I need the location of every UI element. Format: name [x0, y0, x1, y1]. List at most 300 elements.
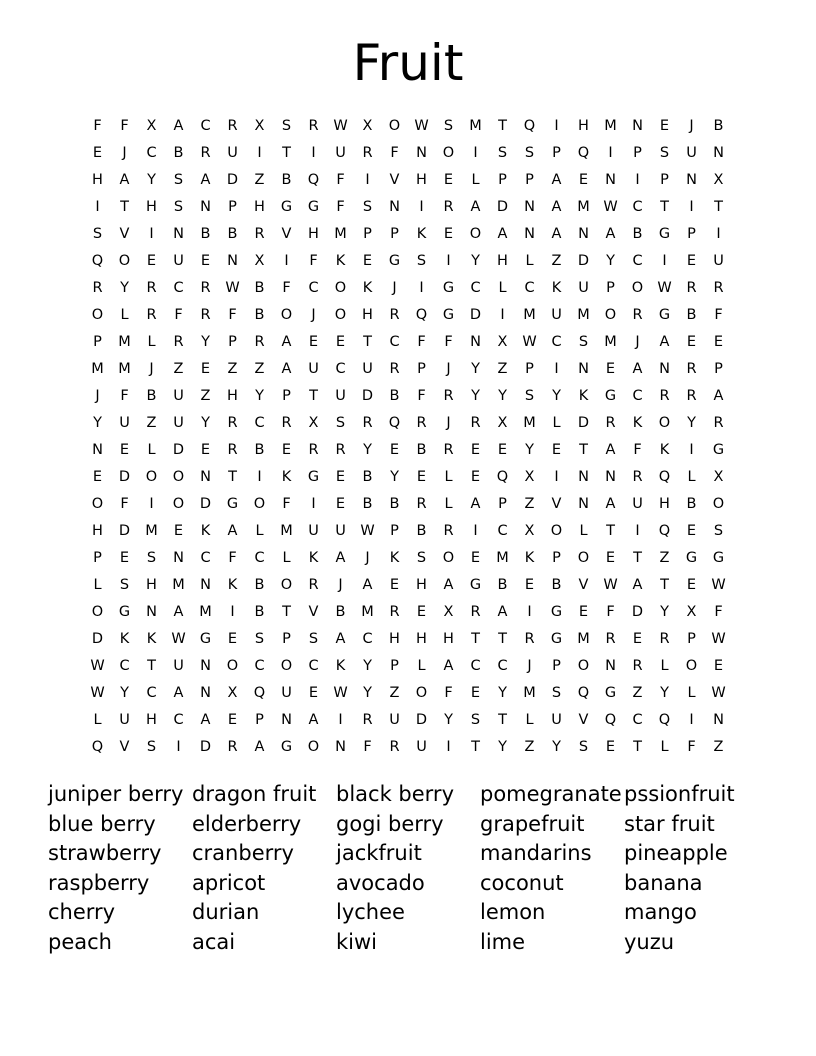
- grid-letter: O: [91, 306, 104, 323]
- grid-letter: R: [362, 711, 373, 728]
- word-item: gogi berry: [336, 811, 444, 836]
- grid-letter: F: [444, 684, 453, 701]
- grid-letter: U: [281, 684, 292, 701]
- grid-letter: G: [604, 387, 617, 404]
- word-item: coconut: [480, 870, 564, 895]
- grid-letter: O: [604, 306, 617, 323]
- grid-letter: I: [608, 144, 613, 161]
- grid-letter: R: [443, 522, 454, 539]
- grid-letter: U: [416, 738, 427, 755]
- grid-letter: I: [689, 711, 694, 728]
- grid-letter: Z: [659, 549, 670, 566]
- grid-letter: N: [713, 711, 724, 728]
- grid-letter: N: [605, 468, 616, 485]
- grid-letter: S: [335, 414, 346, 431]
- grid-letter: W: [711, 576, 726, 593]
- grid-letter: E: [578, 171, 589, 188]
- grid-letter: O: [442, 549, 455, 566]
- grid-letter: A: [173, 603, 184, 620]
- word-item: avocado: [336, 870, 425, 895]
- grid-letter: E: [713, 657, 724, 674]
- word-item: kiwi: [336, 929, 378, 954]
- grid-letter: X: [254, 117, 265, 134]
- grid-letter: R: [92, 279, 103, 296]
- grid-letter: O: [226, 657, 239, 674]
- grid-letter: O: [280, 657, 293, 674]
- grid-letter: N: [578, 360, 589, 377]
- grid-letter: N: [146, 603, 157, 620]
- grid-letter: R: [335, 441, 346, 458]
- grid-letter: W: [603, 576, 618, 593]
- grid-letter: O: [334, 279, 347, 296]
- grid-letter: Y: [363, 657, 372, 674]
- word-column: [192, 780, 336, 958]
- grid-letter: I: [689, 198, 694, 215]
- grid-letter: E: [200, 252, 211, 269]
- grid-letter: Y: [201, 333, 210, 350]
- grid-letter: P: [93, 333, 102, 350]
- grid-letter: U: [335, 387, 346, 404]
- grid-letter: E: [119, 549, 130, 566]
- grid-letter: H: [146, 576, 157, 593]
- grid-letter: B: [227, 225, 238, 242]
- grid-letter: Z: [524, 495, 535, 512]
- grid-letter: U: [308, 522, 319, 539]
- grid-letter: A: [281, 333, 292, 350]
- grid-letter: R: [146, 279, 157, 296]
- grid-letter: O: [145, 468, 158, 485]
- grid-letter: P: [498, 171, 507, 188]
- grid-letter: R: [416, 495, 427, 512]
- grid-letter: A: [551, 171, 562, 188]
- grid-letter: N: [200, 684, 211, 701]
- grid-letter: C: [335, 360, 346, 377]
- grid-letter: E: [632, 630, 643, 647]
- grid-letter: A: [470, 198, 481, 215]
- grid-letter: D: [415, 711, 428, 728]
- grid-letter: B: [389, 387, 400, 404]
- grid-letter: V: [578, 711, 589, 728]
- grid-letter: U: [551, 306, 562, 323]
- grid-letter: L: [93, 711, 102, 728]
- grid-row: [84, 112, 732, 139]
- grid-letter: A: [659, 333, 670, 350]
- grid-letter: Y: [444, 711, 453, 728]
- word-item: mango: [624, 900, 697, 925]
- grid-letter: A: [497, 225, 508, 242]
- grid-letter: C: [497, 657, 508, 674]
- grid-letter: D: [631, 603, 644, 620]
- grid-letter: M: [361, 603, 374, 620]
- grid-letter: O: [280, 576, 293, 593]
- grid-letter: P: [552, 144, 561, 161]
- grid-letter: V: [281, 225, 292, 242]
- grid-letter: D: [361, 387, 374, 404]
- grid-letter: Y: [120, 279, 129, 296]
- grid-letter: K: [281, 468, 292, 485]
- grid-letter: M: [577, 630, 590, 647]
- grid-letter: C: [173, 711, 184, 728]
- grid-letter: F: [336, 171, 345, 188]
- grid-letter: P: [390, 657, 399, 674]
- grid-letter: T: [471, 738, 480, 755]
- grid-letter: K: [227, 576, 238, 593]
- grid-letter: E: [281, 441, 292, 458]
- grid-letter: R: [308, 576, 319, 593]
- grid-letter: C: [200, 117, 211, 134]
- grid-letter: C: [146, 144, 157, 161]
- grid-letter: F: [444, 333, 453, 350]
- word-item: lychee: [336, 900, 405, 925]
- grid-letter: G: [658, 225, 671, 242]
- grid-letter: E: [335, 495, 346, 512]
- grid-letter: F: [687, 738, 696, 755]
- grid-letter: N: [605, 657, 616, 674]
- grid-letter: B: [416, 522, 427, 539]
- grid-letter: D: [172, 441, 185, 458]
- grid-letter: E: [443, 225, 454, 242]
- grid-letter: R: [443, 387, 454, 404]
- grid-letter: R: [254, 333, 265, 350]
- grid-row: [84, 382, 732, 409]
- grid-letter: S: [497, 144, 508, 161]
- grid-letter: I: [527, 603, 532, 620]
- grid-letter: Z: [200, 387, 211, 404]
- grid-letter: A: [173, 117, 184, 134]
- grid-letter: M: [604, 333, 617, 350]
- grid-letter: J: [446, 414, 451, 431]
- grid-letter: Y: [120, 684, 129, 701]
- grid-letter: E: [443, 171, 454, 188]
- grid-letter: I: [473, 522, 478, 539]
- word-item: pineapple: [624, 841, 728, 866]
- grid-letter: T: [633, 738, 642, 755]
- grid-letter: G: [118, 603, 131, 620]
- grid-letter: I: [635, 522, 640, 539]
- grid-letter: P: [552, 657, 561, 674]
- grid-letter: Y: [93, 414, 102, 431]
- grid-letter: A: [281, 360, 292, 377]
- page-title: Fruit: [352, 34, 464, 92]
- grid-letter: B: [686, 306, 697, 323]
- grid-letter: L: [147, 333, 156, 350]
- grid-letter: N: [578, 225, 589, 242]
- grid-letter: G: [442, 279, 455, 296]
- grid-letter: G: [388, 252, 401, 269]
- grid-letter: R: [605, 414, 616, 431]
- grid-letter: I: [473, 144, 478, 161]
- grid-letter: S: [146, 738, 157, 755]
- grid-letter: B: [254, 306, 265, 323]
- grid-letter: T: [633, 549, 642, 566]
- grid-letter: I: [662, 252, 667, 269]
- grid-letter: J: [311, 306, 316, 323]
- grid-letter: W: [657, 279, 672, 296]
- grid-letter: R: [389, 603, 400, 620]
- grid-letter: S: [416, 549, 427, 566]
- grid-letter: P: [390, 225, 399, 242]
- grid-letter: N: [173, 549, 184, 566]
- grid-letter: U: [632, 495, 643, 512]
- grid-letter: E: [470, 684, 481, 701]
- grid-row: [84, 139, 732, 166]
- grid-letter: H: [308, 225, 319, 242]
- grid-letter: U: [686, 144, 697, 161]
- grid-letter: P: [552, 549, 561, 566]
- grid-letter: I: [311, 144, 316, 161]
- word-item: acai: [192, 929, 236, 954]
- grid-letter: F: [714, 306, 723, 323]
- grid-letter: Y: [498, 387, 507, 404]
- grid-letter: L: [444, 495, 453, 512]
- grid-letter: R: [605, 630, 616, 647]
- grid-letter: O: [280, 306, 293, 323]
- grid-letter: Q: [604, 711, 617, 728]
- grid-letter: E: [686, 522, 697, 539]
- grid-letter: B: [551, 576, 562, 593]
- grid-letter: C: [119, 657, 130, 674]
- grid-letter: H: [92, 522, 103, 539]
- grid-letter: P: [498, 495, 507, 512]
- grid-letter: Y: [363, 441, 372, 458]
- grid-letter: L: [120, 306, 129, 323]
- grid-letter: U: [713, 252, 724, 269]
- grid-letter: S: [551, 684, 562, 701]
- grid-letter: E: [605, 738, 616, 755]
- grid-letter: R: [686, 279, 697, 296]
- word-item: cherry: [48, 900, 116, 925]
- grid-letter: M: [334, 225, 347, 242]
- grid-letter: T: [498, 630, 507, 647]
- word-column: [336, 780, 480, 958]
- grid-letter: G: [226, 495, 239, 512]
- grid-letter: N: [605, 171, 616, 188]
- grid-letter: T: [498, 711, 507, 728]
- grid-letter: V: [119, 738, 130, 755]
- grid-letter: S: [119, 576, 130, 593]
- grid-row: [84, 220, 732, 247]
- grid-letter: K: [200, 522, 211, 539]
- word-item: grapefruit: [480, 811, 585, 836]
- grid-letter: J: [527, 657, 532, 674]
- word-item: juniper berry: [48, 782, 184, 806]
- grid-letter: D: [199, 738, 212, 755]
- grid-letter: M: [523, 414, 536, 431]
- grid-letter: U: [335, 144, 346, 161]
- grid-letter: Q: [658, 522, 671, 539]
- grid-letter: B: [416, 441, 427, 458]
- grid-letter: W: [522, 333, 537, 350]
- grid-letter: R: [389, 360, 400, 377]
- grid-letter: G: [199, 630, 212, 647]
- grid-letter: E: [605, 360, 616, 377]
- word-column: [624, 780, 768, 958]
- grid-letter: K: [335, 252, 346, 269]
- grid-letter: Q: [658, 468, 671, 485]
- grid-letter: B: [362, 468, 373, 485]
- grid-letter: W: [711, 684, 726, 701]
- grid-letter: W: [333, 117, 348, 134]
- grid-letter: U: [119, 711, 130, 728]
- grid-letter: F: [309, 252, 318, 269]
- grid-letter: H: [416, 630, 427, 647]
- word-item: durian: [192, 900, 260, 925]
- grid-letter: N: [389, 198, 400, 215]
- grid-letter: A: [308, 711, 319, 728]
- grid-letter: J: [338, 576, 343, 593]
- word-item: lime: [480, 929, 526, 954]
- grid-letter: V: [119, 225, 130, 242]
- grid-letter: U: [335, 522, 346, 539]
- grid-letter: E: [119, 441, 130, 458]
- grid-letter: K: [362, 279, 373, 296]
- grid-letter: X: [497, 333, 508, 350]
- grid-letter: C: [632, 198, 643, 215]
- grid-letter: W: [90, 684, 105, 701]
- grid-letter: S: [524, 387, 535, 404]
- grid-letter: R: [389, 738, 400, 755]
- grid-letter: O: [577, 549, 590, 566]
- grid-letter: Y: [498, 684, 507, 701]
- grid-letter: W: [90, 657, 105, 674]
- grid-letter: V: [389, 171, 400, 188]
- grid-letter: I: [284, 252, 289, 269]
- grid-letter: D: [577, 414, 590, 431]
- grid-letter: L: [687, 684, 696, 701]
- grid-letter: T: [282, 603, 291, 620]
- grid-letter: X: [713, 171, 724, 188]
- grid-letter: I: [554, 360, 559, 377]
- grid-letter: T: [498, 117, 507, 134]
- grid-letter: N: [200, 468, 211, 485]
- grid-letter: N: [578, 468, 589, 485]
- grid-letter: E: [200, 441, 211, 458]
- grid-letter: U: [227, 144, 238, 161]
- word-item: pssionfruit: [624, 782, 735, 806]
- grid-letter: O: [91, 603, 104, 620]
- grid-letter: T: [147, 657, 156, 674]
- grid-letter: Y: [660, 603, 669, 620]
- grid-letter: E: [227, 711, 238, 728]
- grid-letter: H: [227, 387, 238, 404]
- grid-letter: R: [632, 468, 643, 485]
- grid-letter: Y: [147, 171, 156, 188]
- grid-letter: M: [577, 198, 590, 215]
- grid-letter: P: [687, 225, 696, 242]
- grid-letter: E: [308, 333, 319, 350]
- grid-letter: H: [146, 198, 157, 215]
- grid-letter: C: [389, 333, 400, 350]
- grid-letter: N: [713, 144, 724, 161]
- grid-letter: C: [470, 279, 481, 296]
- grid-letter: R: [146, 306, 157, 323]
- grid-letter: G: [550, 603, 563, 620]
- word-column: [48, 780, 192, 958]
- grid-letter: N: [686, 171, 697, 188]
- grid-letter: I: [446, 252, 451, 269]
- grid-letter: D: [226, 171, 239, 188]
- grid-letter: U: [389, 711, 400, 728]
- word-item: dragon fruit: [192, 782, 317, 806]
- grid-letter: R: [227, 414, 238, 431]
- grid-letter: C: [632, 387, 643, 404]
- grid-letter: K: [146, 630, 157, 647]
- grid-letter: L: [471, 171, 480, 188]
- grid-letter: U: [119, 414, 130, 431]
- grid-row: [84, 193, 732, 220]
- grid-letter: K: [308, 549, 319, 566]
- grid-letter: R: [389, 306, 400, 323]
- grid-letter: B: [254, 576, 265, 593]
- grid-letter: Y: [525, 441, 534, 458]
- grid-letter: I: [446, 738, 451, 755]
- grid-letter: F: [606, 603, 615, 620]
- grid-letter: M: [172, 576, 185, 593]
- grid-letter: O: [631, 279, 644, 296]
- grid-letter: C: [308, 279, 319, 296]
- grid-letter: K: [335, 657, 346, 674]
- word-item: banana: [624, 870, 703, 895]
- grid-letter: Z: [713, 738, 724, 755]
- grid-letter: O: [550, 522, 563, 539]
- grid-letter: D: [496, 198, 509, 215]
- grid-letter: P: [525, 360, 534, 377]
- grid-letter: X: [146, 117, 157, 134]
- grid-letter: Z: [632, 684, 643, 701]
- grid-letter: C: [254, 657, 265, 674]
- grid-letter: L: [660, 657, 669, 674]
- grid-letter: F: [390, 144, 399, 161]
- grid-letter: L: [417, 657, 426, 674]
- grid-letter: C: [470, 657, 481, 674]
- grid-letter: L: [255, 522, 264, 539]
- grid-letter: Z: [551, 252, 562, 269]
- grid-letter: G: [469, 576, 482, 593]
- grid-letter: R: [308, 441, 319, 458]
- grid-letter: R: [362, 414, 373, 431]
- grid-letter: L: [444, 468, 453, 485]
- grid-letter: B: [632, 225, 643, 242]
- grid-row: [84, 463, 732, 490]
- grid-letter: Z: [146, 414, 157, 431]
- grid-letter: S: [443, 117, 454, 134]
- grid-letter: I: [257, 144, 262, 161]
- grid-letter: I: [419, 279, 424, 296]
- grid-letter: B: [362, 495, 373, 512]
- grid-letter: P: [363, 225, 372, 242]
- grid-letter: B: [200, 225, 211, 242]
- grid-letter: A: [335, 549, 346, 566]
- grid-letter: N: [92, 441, 103, 458]
- grid-letter: P: [255, 711, 264, 728]
- grid-letter: B: [335, 603, 346, 620]
- grid-letter: Y: [498, 738, 507, 755]
- grid-letter: Y: [255, 387, 264, 404]
- grid-letter: W: [225, 279, 240, 296]
- grid-letter: E: [308, 684, 319, 701]
- grid-letter: E: [227, 630, 238, 647]
- grid-letter: G: [280, 198, 293, 215]
- grid-letter: A: [119, 171, 130, 188]
- grid-letter: Q: [577, 144, 590, 161]
- grid-letter: F: [282, 495, 291, 512]
- grid-letter: H: [416, 576, 427, 593]
- grid-letter: E: [659, 117, 670, 134]
- grid-letter: E: [686, 252, 697, 269]
- grid-letter: F: [714, 603, 723, 620]
- grid-letter: C: [200, 549, 211, 566]
- grid-letter: C: [173, 279, 184, 296]
